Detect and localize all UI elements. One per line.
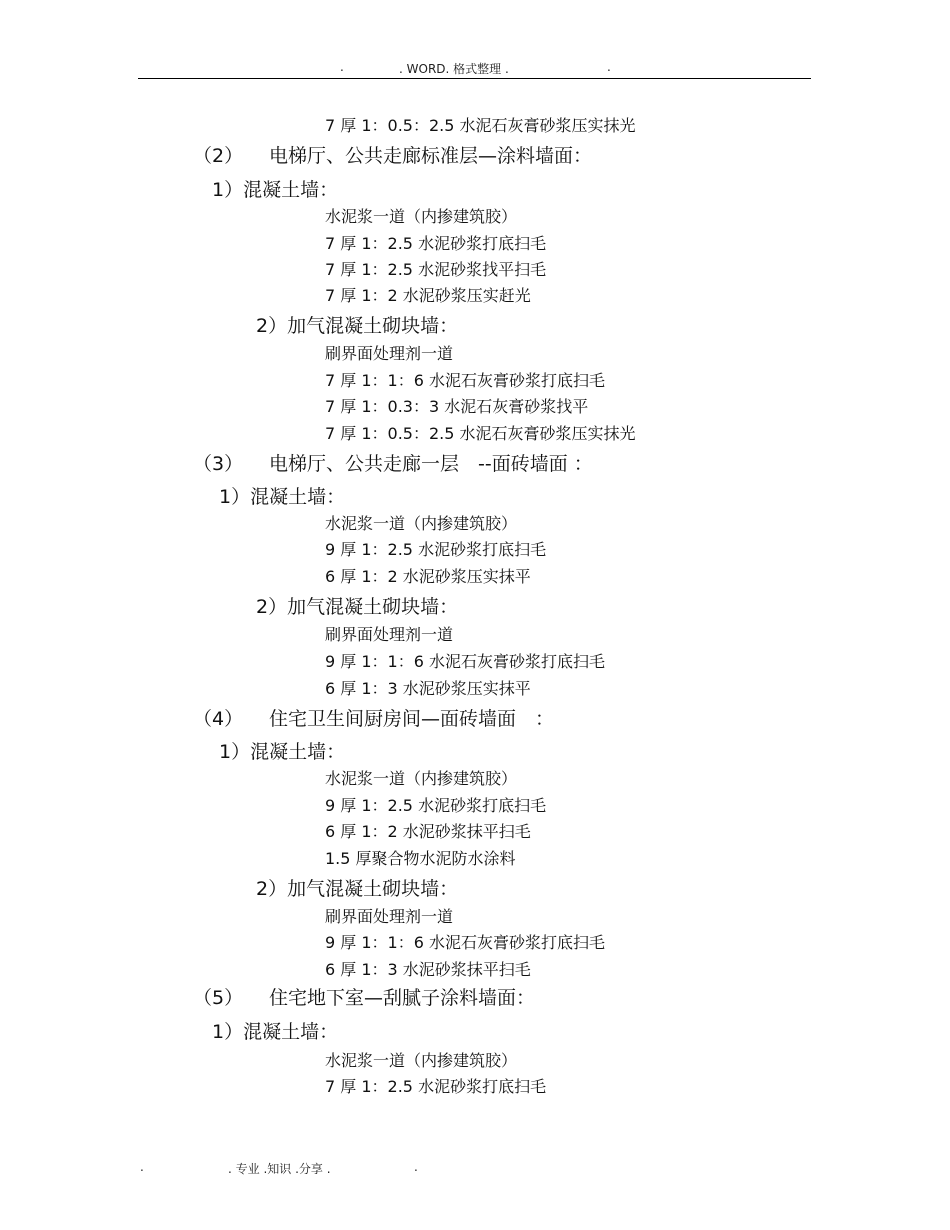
spec-line: 7 厚 1：0.5：2.5 水泥石灰膏砂浆压实抹光 <box>325 424 636 443</box>
header-rule <box>138 78 811 79</box>
header-title: . WORD. 格式整理 . <box>399 62 509 76</box>
section-heading <box>193 989 535 1008</box>
spec-line: 6 厚 1：3 水泥砂浆抹平扫毛 <box>325 960 531 979</box>
spec-line: 6 厚 1：2 水泥砂浆压实抹平 <box>325 567 531 586</box>
subsection-heading: 1）混凝土墙： <box>212 1021 339 1043</box>
footer-text: . 专业 .知识 .分享 . <box>228 1162 331 1176</box>
spec-line: 6 厚 1：2 水泥砂浆抹平扫毛 <box>325 822 531 841</box>
spec-line: 1.5 厚聚合物水泥防水涂料 <box>325 849 516 868</box>
section-number: （5） <box>193 987 244 1009</box>
subsection-heading: 2）加气混凝土砌块墙： <box>256 315 459 337</box>
spec-line: 9 厚 1：2.5 水泥砂浆打底扫毛 <box>325 540 547 559</box>
spec-line: 7 厚 1：2.5 水泥砂浆找平扫毛 <box>325 260 547 279</box>
subsection-heading: 2）加气混凝土砌块墙： <box>256 878 459 900</box>
section-heading <box>193 455 593 474</box>
page-header <box>0 60 950 76</box>
spec-line: 9 厚 1：1：6 水泥石灰膏砂浆打底扫毛 <box>325 933 605 952</box>
header-dot-right: . <box>607 60 611 74</box>
section-title: 住宅卫生间厨房间—面砖墙面 ： <box>269 708 555 730</box>
spec-line: 水泥浆一道（内掺建筑胶） <box>325 207 518 226</box>
spec-line: 9 厚 1：1：6 水泥石灰膏砂浆打底扫毛 <box>325 652 605 671</box>
subsection-heading: 2）加气混凝土砌块墙： <box>256 596 459 618</box>
header-dot-left: . <box>340 60 344 74</box>
section-number: （3） <box>193 453 244 475</box>
spec-line: 刷界面处理剂一道 <box>325 625 454 644</box>
section-heading <box>193 710 554 729</box>
section-number: （4） <box>193 708 244 730</box>
footer-dot-left: . <box>140 1160 144 1174</box>
subsection-heading: 1）混凝土墙： <box>219 486 346 508</box>
subsection-heading: 1）混凝土墙： <box>212 179 339 201</box>
spec-line: 刷界面处理剂一道 <box>325 344 454 363</box>
section-title: 电梯厅、公共走廊一层 --面砖墙面 ： <box>269 453 593 475</box>
spec-line: 水泥浆一道（内掺建筑胶） <box>325 514 518 533</box>
spec-line: 9 厚 1：2.5 水泥砂浆打底扫毛 <box>325 796 547 815</box>
page-footer <box>0 1160 950 1176</box>
section-title: 电梯厅、公共走廊标准层—涂料墙面： <box>269 145 593 167</box>
spec-line: 7 厚 1：0.5：2.5 水泥石灰膏砂浆压实抹光 <box>325 116 636 135</box>
spec-line: 刷界面处理剂一道 <box>325 907 454 926</box>
spec-line: 7 厚 1：1：6 水泥石灰膏砂浆打底扫毛 <box>325 371 605 390</box>
spec-line: 7 厚 1：0.3：3 水泥石灰膏砂浆找平 <box>325 397 589 416</box>
spec-line: 水泥浆一道（内掺建筑胶） <box>325 769 518 788</box>
footer-dot-right: . <box>414 1160 418 1174</box>
section-heading <box>193 147 592 166</box>
spec-line: 6 厚 1：3 水泥砂浆压实抹平 <box>325 679 531 698</box>
spec-line: 7 厚 1：2.5 水泥砂浆打底扫毛 <box>325 234 547 253</box>
subsection-heading: 1）混凝土墙： <box>219 741 346 763</box>
spec-line: 水泥浆一道（内掺建筑胶） <box>325 1051 518 1070</box>
spec-line: 7 厚 1：2 水泥砂浆压实赶光 <box>325 286 531 305</box>
section-number: （2） <box>193 145 244 167</box>
spec-line: 7 厚 1：2.5 水泥砂浆打底扫毛 <box>325 1077 547 1096</box>
section-title: 住宅地下室—刮腻子涂料墙面： <box>269 987 536 1009</box>
